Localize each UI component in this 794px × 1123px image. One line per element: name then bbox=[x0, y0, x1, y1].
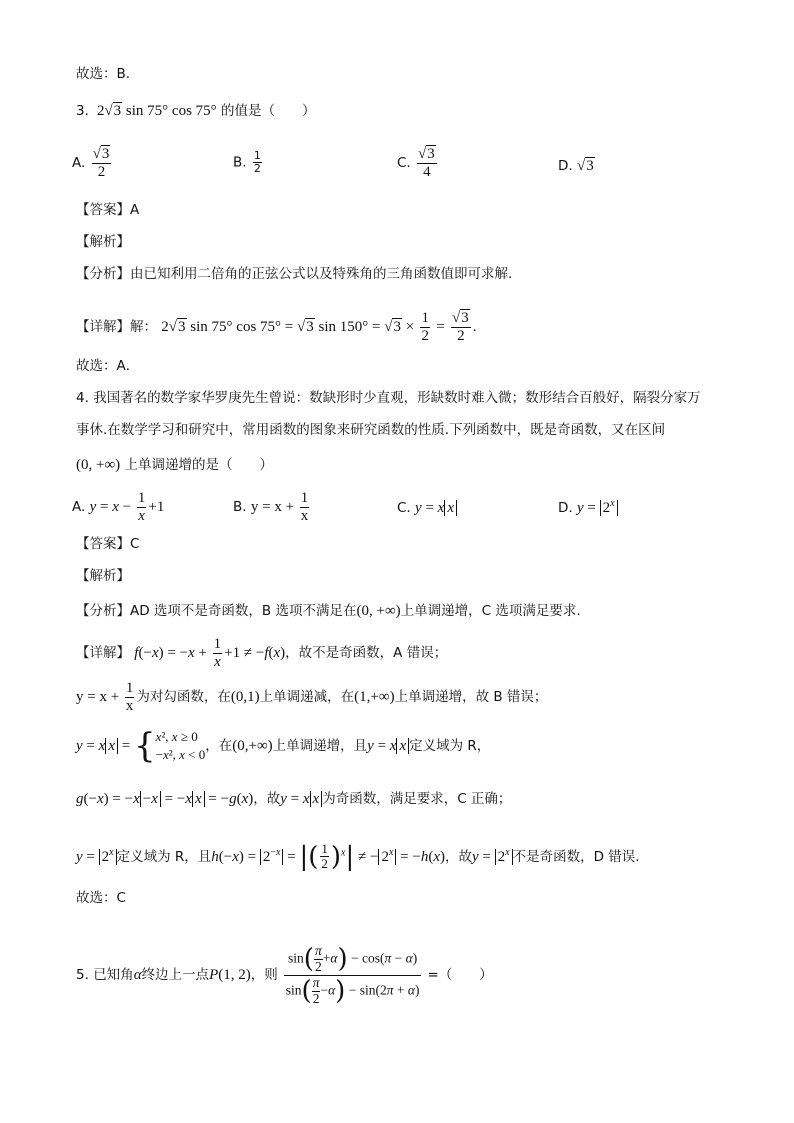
q3-expression: 2√3 sin 75° cos 75° bbox=[93, 103, 217, 119]
q4-option-a: A. y = x − $\frac{1}{x}$ +1 bbox=[72, 490, 165, 524]
q3-number: 3. bbox=[76, 103, 89, 119]
q4-option-d: D. $y = 2^x$ bbox=[558, 498, 618, 517]
q4-detail-line2: y = x + $\frac{1}{x}$ 为对勾函数，在(0,1)上单调递减，在(1,+∞)上单调递增，故 B 错误； bbox=[76, 680, 548, 714]
q4-stem-line2: 事休.在数学学习和研究中，常用函数的图象来研究函数的性质.下列函数中，既是奇函数，又在区间 bbox=[76, 422, 666, 438]
q4-detail-line5: $y = 2^x$ 定义域为 R，且$h(-x) = 2^{-x}$ = |( $\frac{1}{2}$ )$^x$| ≠ − $2^x = -h(x)$，故$y = 2^x$ 不是奇函数，D 错误. bbox=[76, 841, 640, 872]
q3-option-d: D. √3 bbox=[558, 158, 594, 174]
q3-stem-text: 的值是（ ） bbox=[220, 103, 316, 119]
q4-option-b: B. y = x + $\frac{1}{x}$ bbox=[233, 490, 309, 524]
q4-fenxi: 【分析】AD 选项不是奇函数，B 选项不满足在(0, +∞)上单调递增，C 选项满足要求. bbox=[76, 603, 581, 619]
q4-stem-line3: (0, +∞) 上单调递增的是（ ） bbox=[76, 457, 273, 473]
q3-fenxi: 【分析】由已知利用二倍角的正弦公式以及特殊角的三角函数值即可求解． bbox=[76, 266, 522, 282]
q4-detail-line4: g(−x) = −x −x = −x x = −g(x)，故y = x x 为奇函数，满足要求，C 正确； bbox=[76, 791, 512, 807]
q4-option-c: C. y = x x bbox=[397, 500, 457, 517]
q5-stem: 5. 已知角α终边上一点P(1, 2)，则 sin( $\frac{\pi}{2}$ +α) − cos(π − α) sin( $\frac{\pi}{2}$ −α) − sin(2π + α) =（ ） bbox=[76, 943, 493, 1006]
q4-conclusion: 故选：C bbox=[76, 890, 126, 906]
q3-option-c: C. $\frac{√3}{4}$ bbox=[397, 146, 435, 180]
q3-conclusion: 故选：A． bbox=[76, 358, 140, 374]
q4-stem-line1: 4. 我国著名的数学家华罗庚先生曾说：数缺形时少直观，形缺数时难入微；数形结合百般好，隔裂分家万 bbox=[76, 390, 701, 406]
q4-analysis-tag: 【解析】 bbox=[76, 568, 130, 584]
q4-detail-line3: y = x x = { x², x ≥ 0 −x², x < 0 ，在(0,+∞)上单调递增，且y = x x 定义域为 R， bbox=[76, 726, 491, 767]
q3-detail: 【详解】解： 2√3 sin 75° cos 75° = √3 sin 150° = √3 × $\frac{1}{2}$ = $\frac{√3}{2}$ . bbox=[76, 310, 477, 344]
q3-analysis-tag: 【解析】 bbox=[76, 234, 130, 250]
q4-answer: 【答案】C bbox=[76, 536, 140, 552]
q3-stem bbox=[76, 104, 315, 119]
q3-answer: 【答案】A bbox=[76, 202, 140, 218]
q2-conclusion: 故选：B. bbox=[76, 66, 131, 82]
q3-option-a: A. $\frac{√3}{2}$ bbox=[72, 146, 110, 180]
q3-option-b: B. $\frac{1}{2}$ bbox=[233, 149, 261, 176]
q4-detail-line1: 【详解】 f(−x) = −x + $\frac{1}{x}$ +1 ≠ −f(x)，故不是奇函数，A 错误； bbox=[76, 636, 448, 670]
